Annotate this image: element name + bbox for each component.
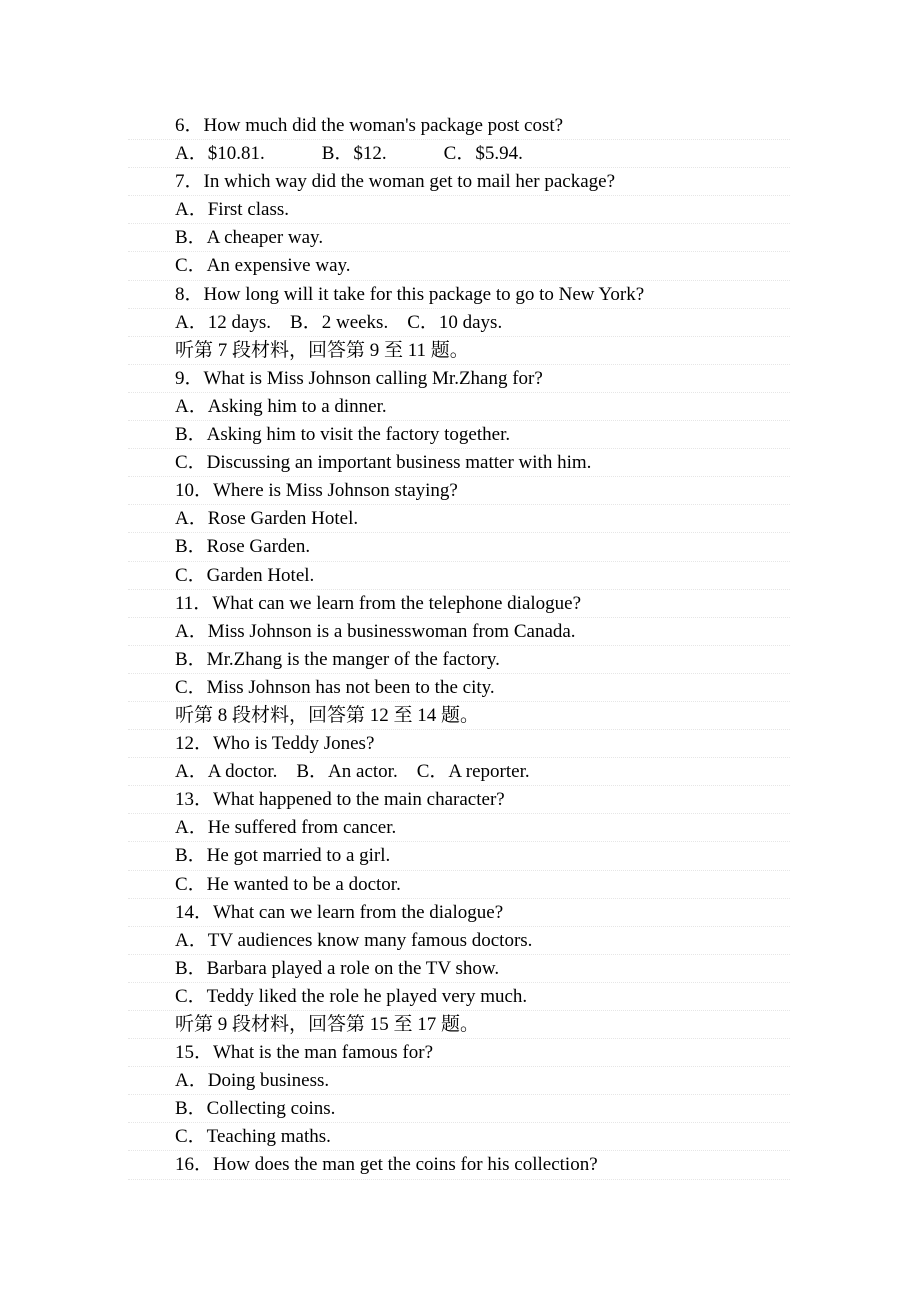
- option-13b: B．He got married to a girl.: [175, 842, 815, 870]
- option-11b: B．Mr.Zhang is the manger of the factory.: [175, 646, 815, 674]
- section-heading-7: 听第 7 段材料，回答第 9 至 11 题。: [175, 337, 815, 365]
- option-7a: A．First class.: [175, 196, 815, 224]
- option-14c: C．Teddy liked the role he played very much.: [175, 983, 815, 1011]
- question-12: 12．Who is Teddy Jones?: [175, 730, 815, 758]
- question-16: 16．How does the man get the coins for his collection?: [175, 1151, 815, 1179]
- option-13a: A．He suffered from cancer.: [175, 814, 815, 842]
- option-15b: B．Collecting coins.: [175, 1095, 815, 1123]
- option-11c: C．Miss Johnson has not been to the city.: [175, 674, 815, 702]
- option-10b: B．Rose Garden.: [175, 533, 815, 561]
- question-7: 7．In which way did the woman get to mail her package?: [175, 168, 815, 196]
- option-14a: A．TV audiences know many famous doctors.: [175, 927, 815, 955]
- question-11: 11．What can we learn from the telephone dialogue?: [175, 590, 815, 618]
- question-9: 9．What is Miss Johnson calling Mr.Zhang for?: [175, 365, 815, 393]
- option-15a: A．Doing business.: [175, 1067, 815, 1095]
- option-9b: B．Asking him to visit the factory together.: [175, 421, 815, 449]
- option-9c: C．Discussing an important business matter with him.: [175, 449, 815, 477]
- options-8: A．12 days. B．2 weeks. C．10 days.: [175, 309, 815, 337]
- option-10a: A．Rose Garden Hotel.: [175, 505, 815, 533]
- option-7c: C．An expensive way.: [175, 252, 815, 280]
- section-heading-9: 听第 9 段材料，回答第 15 至 17 题。: [175, 1011, 815, 1039]
- option-15c: C．Teaching maths.: [175, 1123, 815, 1151]
- question-15: 15．What is the man famous for?: [175, 1039, 815, 1067]
- option-13c: C．He wanted to be a doctor.: [175, 871, 815, 899]
- question-10: 10．Where is Miss Johnson staying?: [175, 477, 815, 505]
- options-6: A．$10.81. B．$12. C．$5.94.: [175, 140, 815, 168]
- question-13: 13．What happened to the main character?: [175, 786, 815, 814]
- option-11a: A．Miss Johnson is a businesswoman from Canada.: [175, 618, 815, 646]
- option-9a: A．Asking him to a dinner.: [175, 393, 815, 421]
- option-7b: B．A cheaper way.: [175, 224, 815, 252]
- question-6: 6．How much did the woman's package post cost?: [175, 112, 815, 140]
- section-heading-8: 听第 8 段材料，回答第 12 至 14 题。: [175, 702, 815, 730]
- option-10c: C．Garden Hotel.: [175, 562, 815, 590]
- question-8: 8．How long will it take for this package to go to New York?: [175, 281, 815, 309]
- question-list: [175, 112, 815, 1180]
- question-14: 14．What can we learn from the dialogue?: [175, 899, 815, 927]
- option-14b: B．Barbara played a role on the TV show.: [175, 955, 815, 983]
- options-12: A．A doctor. B．An actor. C．A reporter.: [175, 758, 815, 786]
